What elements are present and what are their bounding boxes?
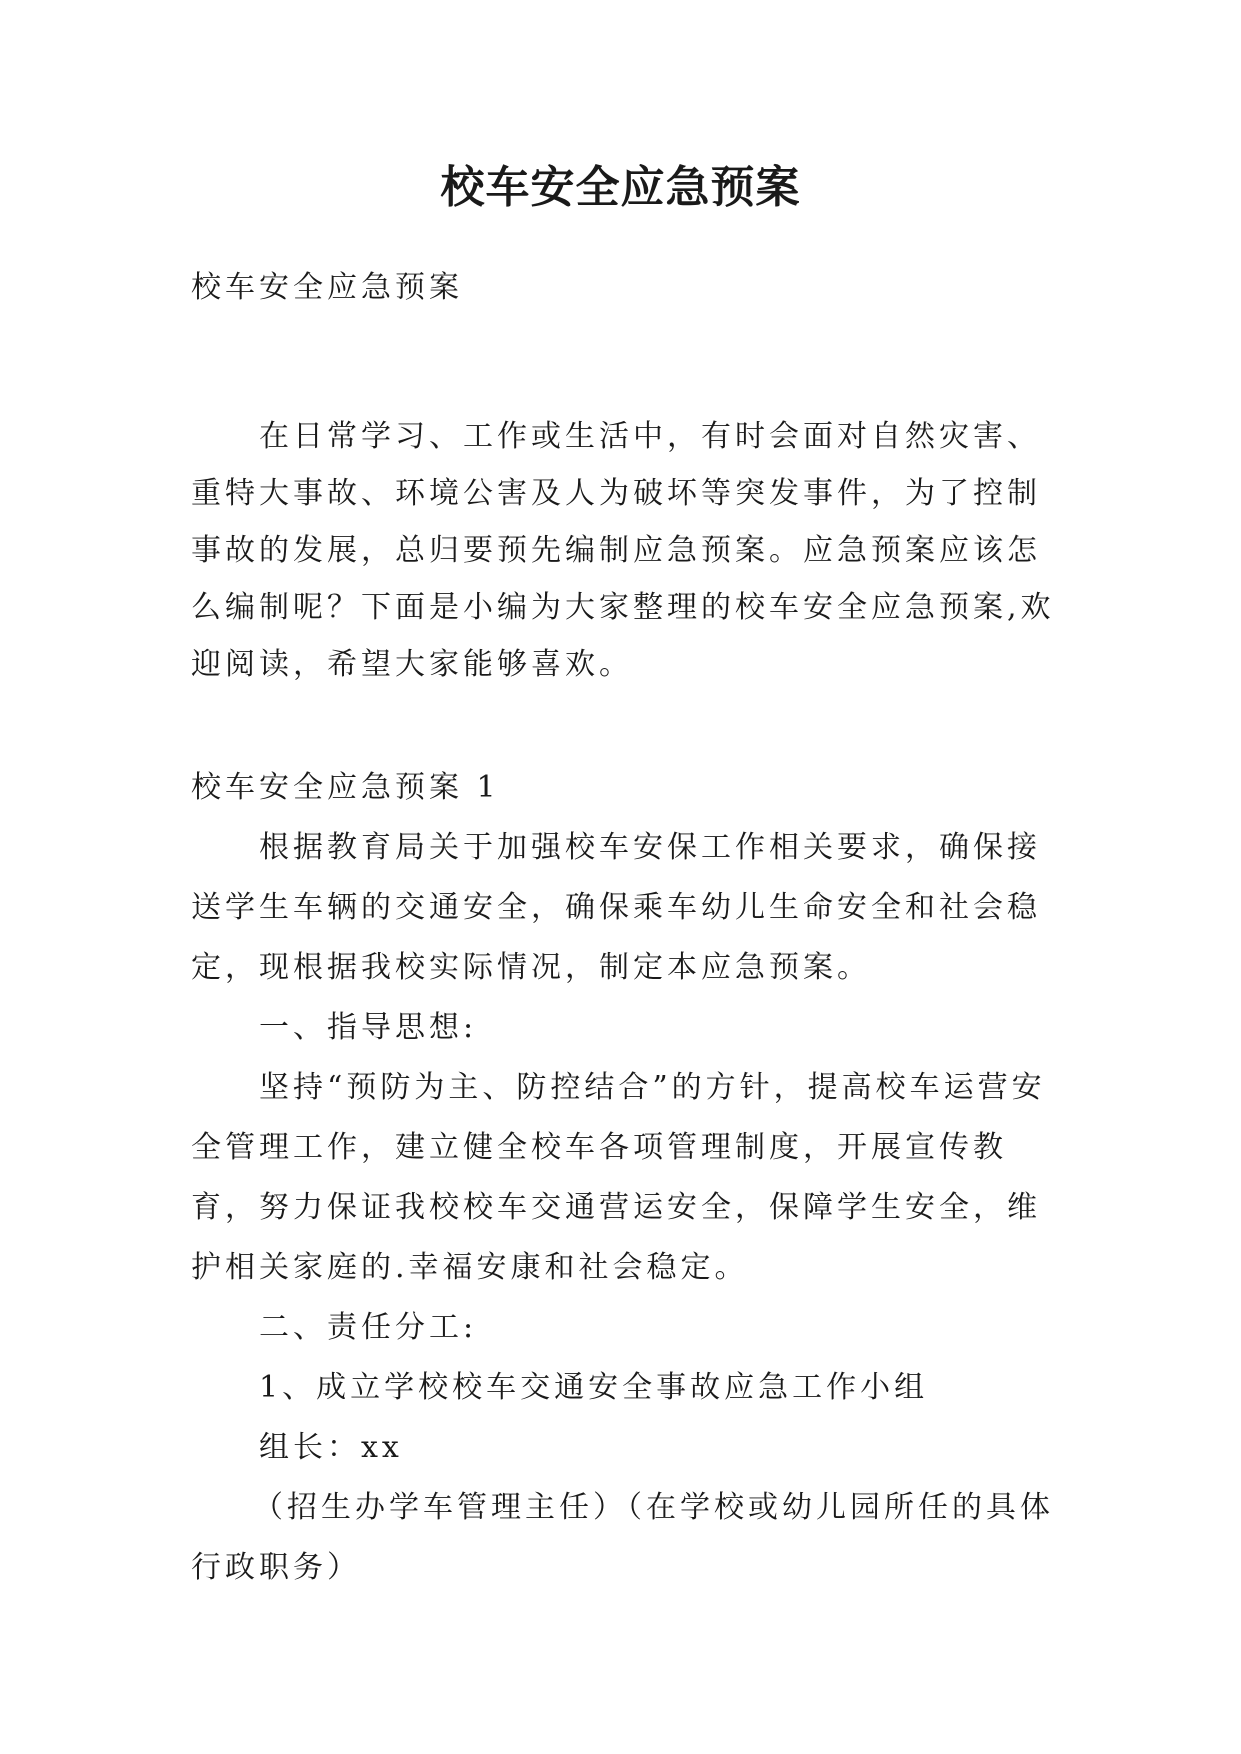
section-title: 校车安全应急预案 1 <box>191 770 500 805</box>
document-title: 校车安全应急预案 <box>440 162 801 213</box>
document-subtitle: 校车安全应急预案 <box>191 270 463 305</box>
paragraph-guiding-ideology: 坚持“预防为主、防控结合”的方针，提高校车运营安全管理工作，建立健全校车各项管理制度，开展宣传教育，努力保证我校校车交通营运安全，保障学生安全，维护相关家庭的.幸福安康和社会稳定。 <box>191 1070 1046 1285</box>
group-leader-role: （招生办学车管理主任）（在学校或幼儿园所任的具体行政职务） <box>191 1490 1054 1585</box>
group-leader: 组长：xx <box>259 1430 403 1465</box>
intro-paragraph: 在日常学习、工作或生活中，有时会面对自然灾害、重特大事故、环境公害及人为破坏等突发事件，为了控制事故的发展，总归要预先编制应急预案。应急预案应该怎么编制呢？下面是小编为大家整理的校车安全应急预案,欢迎阅读，希望大家能够喜欢。 <box>191 419 1055 682</box>
heading-responsibility: 二、责任分工: <box>259 1310 478 1345</box>
paragraph-purpose: 根据教育局关于加强校车安保工作相关要求，确保接送学生车辆的交通安全，确保乘车幼儿生命安全和社会稳定，现根据我校实际情况，制定本应急预案。 <box>191 830 1041 985</box>
section-body <box>191 818 1061 1598</box>
heading-guiding-ideology: 一、指导思想: <box>259 1010 478 1045</box>
list-item-working-group: 1、成立学校校车交通安全事故应急工作小组 <box>259 1370 929 1405</box>
